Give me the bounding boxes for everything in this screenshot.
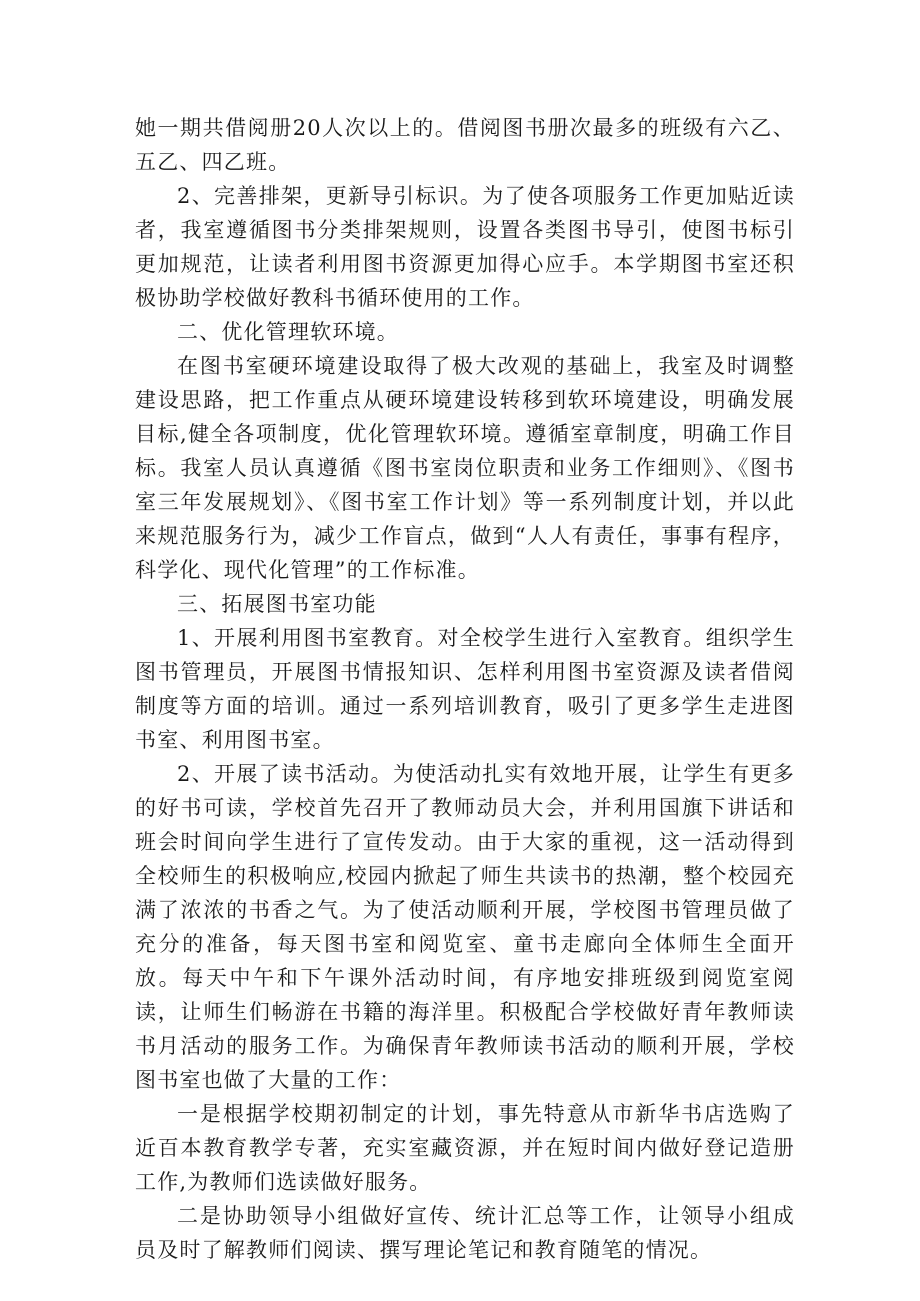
paragraph-reading-activities: 2、开展了读书活动。为使活动扎实有效地开展，让学生有更多的好书可读，学校首先召开了教师动员大会，并利用国旗下讲话和班会时间向学生进行了宣传发动。由于大家的重视，这一活动得到全校师生的积极响应,校园内掀起了师生共读书的热潮，整个校园充满了浓浓的书香之气。为了使活动顺利开展，学校图书管理员做了充分的准备，每天图书室和阅览室、童书走廊向全体师生全面开放。每天中午和下午课外活动时间，有序地安排班级到阅览室阅读，让师生们畅游在书籍的海洋里。积极配合学校做好青年教师读书月活动的服务工作。为确保青年教师读书活动的顺利开展，学校图书室也做了大量的工作： [135,762,795,1092]
paragraph-statistics-support: 二是协助领导小组做好宣传、统计汇总等工作，让领导小组成员及时了解教师们阅读、撰写理论笔记和教育随笔的情况。 [135,1204,795,1262]
paragraph-shelving: 2、完善排架，更新导引标识。为了使各项服务工作更加贴近读者，我室遵循图书分类排架规则，设置各类图书导引，使图书标引更加规范，让读者利用图书资源更加得心应手。本学期图书室还积极协助学校做好教科书循环使用的工作。 [135,184,795,310]
paragraph-library-education: 1、开展利用图书室教育。对全校学生进行入室教育。组织学生图书管理员，开展图书情报知识、怎样利用图书室资源及读者借阅制度等方面的培训。通过一系列培训教育，吸引了更多学生走进图书室、利用图书室。 [135,626,795,752]
document-body [135,111,795,1267]
section-heading-functions: 三、拓展图书室功能 [177,592,377,616]
section-heading-management: 二、优化管理软环境。 [177,320,399,344]
paragraph-management: 在图书室硬环境建设取得了极大改观的基础上，我室及时调整建设思路，把工作重点从硬环境建设转移到软环境建设，明确发展目标,健全各项制度，优化管理软环境。遵循室章制度，明确工作目标。我室人员认真遵循《图书室岗位职责和业务工作细则》、《图书室三年发展规划》、《图书室工作计划》等一系列制度计划，并以此来规范服务行为，减少工作盲点，做到“人人有责任，事事有程序，科学化、现代化管理”的工作标准。 [135,354,795,582]
paragraph-book-purchase: 一是根据学校期初制定的计划，事先特意从市新华书店选购了近百本教育教学专著，充实室藏资源，并在短时间内做好登记造册工作,为教师们选读做好服务。 [135,1102,795,1194]
paragraph-reading-stats: 她一期共借阅册20人次以上的。借阅图书册次最多的班级有六乙、五乙、四乙班。 [135,116,795,174]
